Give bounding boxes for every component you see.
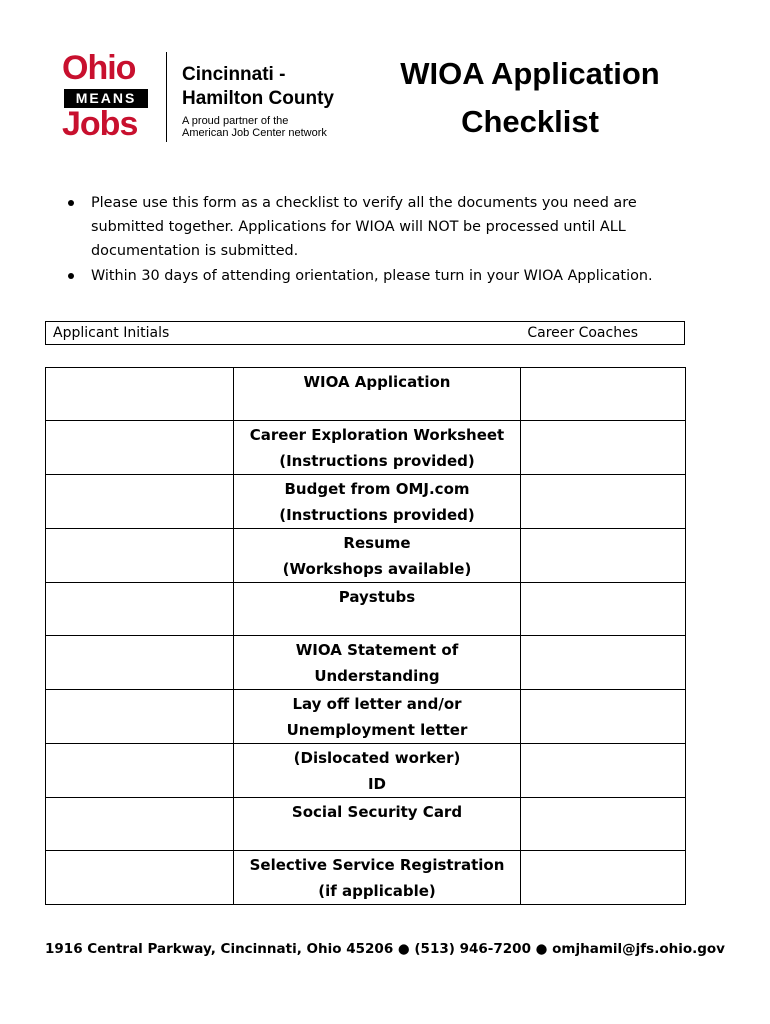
career-coach-cell[interactable] (521, 421, 686, 475)
item-line1: Lay off letter and/or (292, 695, 462, 713)
checklist-table (45, 367, 686, 905)
table-row (46, 851, 686, 905)
applicant-initials-cell[interactable] (46, 851, 234, 905)
applicant-initials-cell[interactable] (46, 798, 234, 851)
career-coach-cell[interactable] (521, 529, 686, 583)
item-line2: ID (367, 774, 387, 793)
career-coach-cell[interactable] (521, 798, 686, 851)
checklist-item (234, 690, 521, 744)
checklist-item (234, 744, 521, 798)
applicant-initials-cell[interactable] (46, 475, 234, 529)
page-title (370, 50, 690, 146)
applicant-initials-cell[interactable] (46, 368, 234, 421)
instruction-item: Please use this form as a checklist to verify all the documents you need are submitted together. Applications for WIOA will NOT be processed until ALL documentation is submitted. (64, 191, 714, 263)
checklist-item (234, 851, 521, 905)
career-coach-cell[interactable] (521, 690, 686, 744)
title-line1: WIOA Application (400, 56, 660, 91)
table-row (46, 744, 686, 798)
career-coaches-label: Career Coaches (527, 325, 638, 341)
partner-line2: American Job Center network (182, 127, 327, 139)
item-line1: Resume (343, 534, 411, 552)
partner-line1: A proud partner of the (182, 115, 289, 127)
item-line1: Career Exploration Worksheet (249, 426, 505, 444)
logo-means-text: MEANS (64, 89, 148, 108)
table-row (46, 690, 686, 744)
item-line1: WIOA Statement of (295, 641, 459, 659)
applicant-initials-cell[interactable] (46, 690, 234, 744)
county-name-line2: Hamilton County (182, 88, 334, 109)
applicant-initials-cell[interactable] (46, 529, 234, 583)
applicant-initials-cell[interactable] (46, 636, 234, 690)
contact-footer: 1916 Central Parkway, Cincinnati, Ohio 45206 ● (513) 946-7200 ● omjhamil@jfs.ohio.gov (45, 941, 725, 957)
instructions-list (64, 191, 714, 289)
item-line1: (Dislocated worker) (293, 749, 461, 767)
column-header-row (45, 321, 685, 345)
applicant-initials-cell[interactable] (46, 421, 234, 475)
ohio-means-jobs-logo (62, 49, 154, 143)
applicant-initials-cell[interactable] (46, 583, 234, 636)
item-line2: (Instructions provided) (279, 451, 475, 470)
county-name-line1: Cincinnati - (182, 64, 286, 85)
logo-ohio-text: Ohio (62, 49, 136, 87)
checklist-item (234, 475, 521, 529)
item-line1: Social Security Card (291, 803, 463, 821)
career-coach-cell[interactable] (521, 636, 686, 690)
item-line2: (Workshops available) (282, 559, 472, 578)
table-row (46, 475, 686, 529)
title-line2: Checklist (461, 104, 599, 139)
header-divider (166, 52, 167, 142)
logo-jobs-text: Jobs (62, 105, 138, 143)
checklist-item (234, 636, 521, 690)
career-coach-cell[interactable] (521, 368, 686, 421)
checklist-item (234, 368, 521, 421)
table-row (46, 529, 686, 583)
career-coach-cell[interactable] (521, 851, 686, 905)
item-line1: Selective Service Registration (249, 856, 505, 874)
career-coach-cell[interactable] (521, 475, 686, 529)
item-line2: Unemployment letter (286, 720, 468, 739)
item-line1: Paystubs (338, 588, 416, 606)
item-line2: (Instructions provided) (279, 505, 475, 524)
table-row (46, 636, 686, 690)
item-line2: Understanding (314, 666, 440, 685)
checklist-item (234, 421, 521, 475)
table-row (46, 421, 686, 475)
checklist-item (234, 529, 521, 583)
career-coach-cell[interactable] (521, 744, 686, 798)
applicant-initials-cell[interactable] (46, 744, 234, 798)
career-coach-cell[interactable] (521, 583, 686, 636)
item-line1: WIOA Application (303, 373, 451, 391)
county-block (182, 63, 334, 139)
item-line2: (if applicable) (318, 881, 436, 900)
item-line1: Budget from OMJ.com (284, 480, 470, 498)
checklist-item (234, 798, 521, 851)
applicant-initials-label: Applicant Initials (53, 325, 170, 341)
table-row (46, 798, 686, 851)
instruction-item: Within 30 days of attending orientation, please turn in your WIOA Application. (64, 264, 714, 288)
table-row (46, 583, 686, 636)
table-row (46, 368, 686, 421)
checklist-item (234, 583, 521, 636)
